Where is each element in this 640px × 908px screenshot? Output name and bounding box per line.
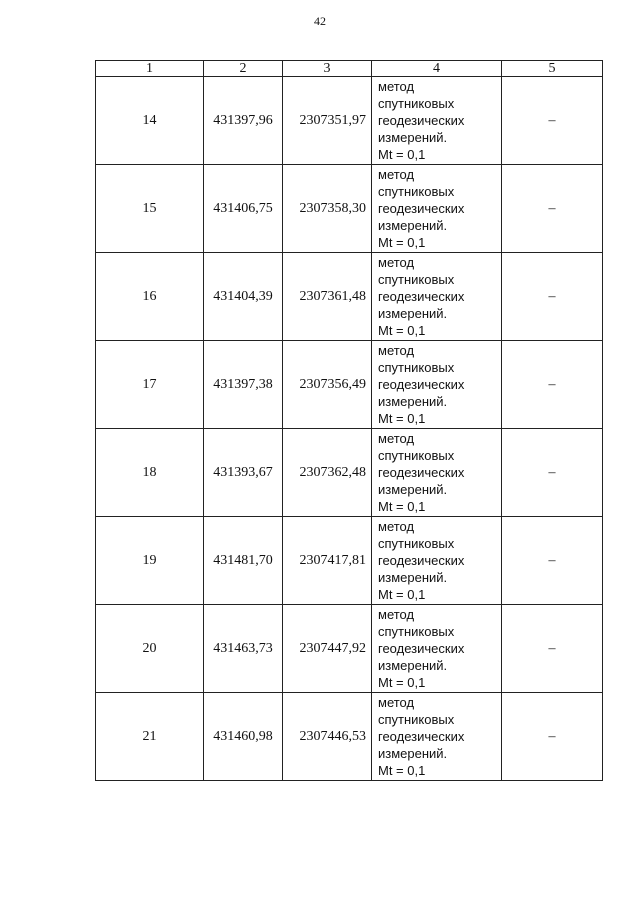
coordinate-x: 431460,98 — [204, 693, 283, 781]
coordinate-x: 431397,96 — [204, 77, 283, 165]
coordinate-y: 2307356,49 — [283, 341, 372, 429]
table-row — [96, 517, 603, 605]
measurement-method: метод спутниковых геодезических измерений. Mt = 0,1 — [372, 693, 502, 781]
table-row — [96, 77, 603, 165]
column-header-1: 1 — [96, 61, 204, 77]
coordinate-x: 431406,75 — [204, 165, 283, 253]
table-row — [96, 165, 603, 253]
page-number: 42 — [314, 14, 326, 28]
point-number: 14 — [96, 77, 204, 165]
coordinate-y: 2307361,48 — [283, 253, 372, 341]
measurement-method: метод спутниковых геодезических измерений. Mt = 0,1 — [372, 341, 502, 429]
measurement-method: метод спутниковых геодезических измерений. Mt = 0,1 — [372, 517, 502, 605]
table-row — [96, 341, 603, 429]
coordinate-x: 431404,39 — [204, 253, 283, 341]
note-cell: – — [502, 165, 603, 253]
coordinate-y: 2307362,48 — [283, 429, 372, 517]
coordinate-x: 431397,38 — [204, 341, 283, 429]
coordinate-y: 2307351,97 — [283, 77, 372, 165]
point-number: 20 — [96, 605, 204, 693]
coordinate-x: 431463,73 — [204, 605, 283, 693]
note-cell: – — [502, 341, 603, 429]
measurement-method: метод спутниковых геодезических измерений. Mt = 0,1 — [372, 253, 502, 341]
coordinates-table — [95, 60, 603, 781]
measurement-method: метод спутниковых геодезических измерений. Mt = 0,1 — [372, 77, 502, 165]
point-number: 16 — [96, 253, 204, 341]
coordinate-x: 431481,70 — [204, 517, 283, 605]
note-cell: – — [502, 693, 603, 781]
point-number: 18 — [96, 429, 204, 517]
table-row — [96, 605, 603, 693]
table-row — [96, 429, 603, 517]
column-header-4: 4 — [372, 61, 502, 77]
coordinate-y: 2307358,30 — [283, 165, 372, 253]
point-number: 19 — [96, 517, 204, 605]
point-number: 17 — [96, 341, 204, 429]
coordinate-y: 2307447,92 — [283, 605, 372, 693]
point-number: 15 — [96, 165, 204, 253]
coordinate-y: 2307417,81 — [283, 517, 372, 605]
table-header-row — [96, 61, 603, 77]
measurement-method: метод спутниковых геодезических измерений. Mt = 0,1 — [372, 429, 502, 517]
table-row — [96, 253, 603, 341]
measurement-method: метод спутниковых геодезических измерений. Mt = 0,1 — [372, 165, 502, 253]
note-cell: – — [502, 605, 603, 693]
column-header-3: 3 — [283, 61, 372, 77]
note-cell: – — [502, 253, 603, 341]
column-header-2: 2 — [204, 61, 283, 77]
table-row — [96, 693, 603, 781]
column-header-5: 5 — [502, 61, 603, 77]
note-cell: – — [502, 517, 603, 605]
note-cell: – — [502, 429, 603, 517]
coordinate-x: 431393,67 — [204, 429, 283, 517]
point-number: 21 — [96, 693, 204, 781]
note-cell: – — [502, 77, 603, 165]
measurement-method: метод спутниковых геодезических измерений. Mt = 0,1 — [372, 605, 502, 693]
coordinate-y: 2307446,53 — [283, 693, 372, 781]
